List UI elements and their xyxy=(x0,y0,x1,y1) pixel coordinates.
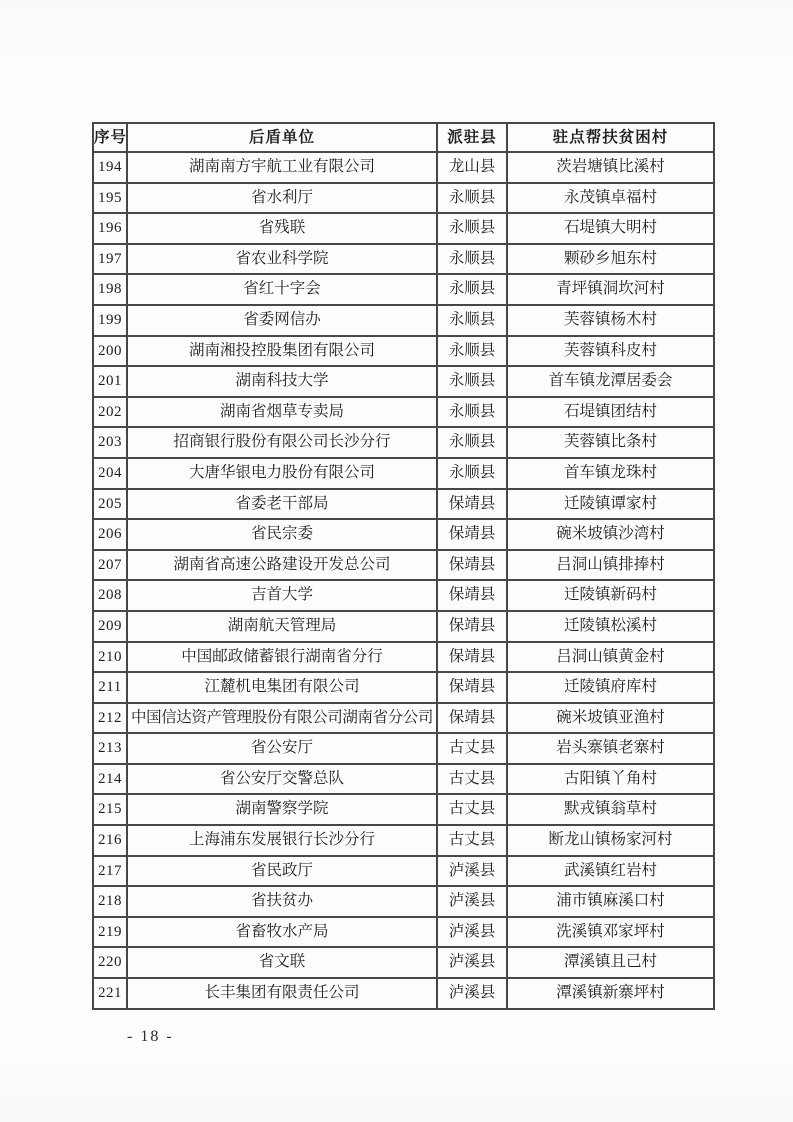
village-cell: 芙蓉镇杨木村 xyxy=(507,305,714,336)
table-row xyxy=(93,366,714,397)
unit-cell: 省民宗委 xyxy=(127,519,437,550)
index-cell: 199 xyxy=(93,305,127,336)
unit-cell: 湖南航天管理局 xyxy=(127,611,437,642)
village-cell: 永茂镇卓福村 xyxy=(507,183,714,214)
county-cell: 永顺县 xyxy=(437,458,507,489)
table-row xyxy=(93,244,714,275)
village-cell: 碗米坡镇亚渔村 xyxy=(507,703,714,734)
index-cell: 197 xyxy=(93,244,127,275)
village-cell: 青坪镇洞坎河村 xyxy=(507,274,714,305)
unit-cell: 省公安厅 xyxy=(127,733,437,764)
unit-cell: 省红十字会 xyxy=(127,274,437,305)
table-row xyxy=(93,794,714,825)
unit-cell: 湖南南方宇航工业有限公司 xyxy=(127,152,437,183)
village-cell: 吕洞山镇黄金村 xyxy=(507,642,714,673)
unit-cell: 省畜牧水产局 xyxy=(127,917,437,948)
county-cell: 保靖县 xyxy=(437,519,507,550)
index-cell: 208 xyxy=(93,580,127,611)
table-row xyxy=(93,183,714,214)
index-cell: 194 xyxy=(93,152,127,183)
village-cell: 首车镇龙珠村 xyxy=(507,458,714,489)
table-row xyxy=(93,397,714,428)
unit-cell: 省公安厅交警总队 xyxy=(127,764,437,795)
village-cell: 芙蓉镇比条村 xyxy=(507,427,714,458)
county-cell: 永顺县 xyxy=(437,274,507,305)
index-cell: 201 xyxy=(93,366,127,397)
index-cell: 204 xyxy=(93,458,127,489)
village-cell: 浦市镇麻溪口村 xyxy=(507,886,714,917)
index-cell: 203 xyxy=(93,427,127,458)
unit-cell: 招商银行股份有限公司长沙分行 xyxy=(127,427,437,458)
table-header-row xyxy=(93,123,714,152)
unit-cell: 湖南省烟草专卖局 xyxy=(127,397,437,428)
village-cell: 首车镇龙潭居委会 xyxy=(507,366,714,397)
index-cell: 196 xyxy=(93,213,127,244)
county-cell: 泸溪县 xyxy=(437,886,507,917)
county-cell: 保靖县 xyxy=(437,642,507,673)
index-cell: 210 xyxy=(93,642,127,673)
county-cell: 永顺县 xyxy=(437,366,507,397)
table-row xyxy=(93,856,714,887)
village-cell: 洗溪镇邓家坪村 xyxy=(507,917,714,948)
village-cell: 古阳镇丫角村 xyxy=(507,764,714,795)
county-cell: 永顺县 xyxy=(437,213,507,244)
table-row xyxy=(93,580,714,611)
table-row xyxy=(93,611,714,642)
index-cell: 219 xyxy=(93,917,127,948)
village-cell: 潭溪镇新寨坪村 xyxy=(507,978,714,1009)
index-cell: 214 xyxy=(93,764,127,795)
county-cell: 龙山县 xyxy=(437,152,507,183)
col-header-county: 派驻县 xyxy=(437,123,507,152)
unit-cell: 江麓机电集团有限公司 xyxy=(127,672,437,703)
assistance-table xyxy=(92,122,715,1010)
village-cell: 迁陵镇松溪村 xyxy=(507,611,714,642)
index-cell: 195 xyxy=(93,183,127,214)
page-number: - 18 - xyxy=(127,1028,174,1045)
unit-cell: 省文联 xyxy=(127,947,437,978)
county-cell: 永顺县 xyxy=(437,427,507,458)
index-cell: 215 xyxy=(93,794,127,825)
village-cell: 迁陵镇府库村 xyxy=(507,672,714,703)
county-cell: 保靖县 xyxy=(437,611,507,642)
unit-cell: 省委老干部局 xyxy=(127,489,437,520)
index-cell: 213 xyxy=(93,733,127,764)
index-cell: 221 xyxy=(93,978,127,1009)
index-cell: 202 xyxy=(93,397,127,428)
village-cell: 石堤镇大明村 xyxy=(507,213,714,244)
village-cell: 岩头寨镇老寨村 xyxy=(507,733,714,764)
unit-cell: 湖南科技大学 xyxy=(127,366,437,397)
village-cell: 潭溪镇且己村 xyxy=(507,947,714,978)
county-cell: 古丈县 xyxy=(437,733,507,764)
table-row xyxy=(93,458,714,489)
table-row xyxy=(93,336,714,367)
table-row xyxy=(93,917,714,948)
county-cell: 永顺县 xyxy=(437,336,507,367)
county-cell: 永顺县 xyxy=(437,244,507,275)
village-cell: 茨岩塘镇比溪村 xyxy=(507,152,714,183)
table-row xyxy=(93,550,714,581)
unit-cell: 中国信达资产管理股份有限公司湖南省分公司 xyxy=(127,703,437,734)
county-cell: 泸溪县 xyxy=(437,978,507,1009)
index-cell: 216 xyxy=(93,825,127,856)
village-cell: 默戎镇翁草村 xyxy=(507,794,714,825)
unit-cell: 省委网信办 xyxy=(127,305,437,336)
county-cell: 保靖县 xyxy=(437,672,507,703)
village-cell: 断龙山镇杨家河村 xyxy=(507,825,714,856)
table-row xyxy=(93,886,714,917)
table-row xyxy=(93,733,714,764)
col-header-village: 驻点帮扶贫困村 xyxy=(507,123,714,152)
county-cell: 保靖县 xyxy=(437,550,507,581)
table-body xyxy=(93,152,714,1009)
unit-cell: 省水利厅 xyxy=(127,183,437,214)
unit-cell: 大唐华银电力股份有限公司 xyxy=(127,458,437,489)
table-row xyxy=(93,213,714,244)
unit-cell: 长丰集团有限责任公司 xyxy=(127,978,437,1009)
county-cell: 永顺县 xyxy=(437,305,507,336)
village-cell: 迁陵镇谭家村 xyxy=(507,489,714,520)
county-cell: 泸溪县 xyxy=(437,917,507,948)
county-cell: 古丈县 xyxy=(437,764,507,795)
unit-cell: 省民政厅 xyxy=(127,856,437,887)
village-cell: 石堤镇团结村 xyxy=(507,397,714,428)
index-cell: 200 xyxy=(93,336,127,367)
county-cell: 古丈县 xyxy=(437,825,507,856)
index-cell: 198 xyxy=(93,274,127,305)
county-cell: 保靖县 xyxy=(437,580,507,611)
county-cell: 泸溪县 xyxy=(437,947,507,978)
county-cell: 保靖县 xyxy=(437,489,507,520)
unit-cell: 中国邮政储蓄银行湖南省分行 xyxy=(127,642,437,673)
village-cell: 芙蓉镇科皮村 xyxy=(507,336,714,367)
unit-cell: 湖南湘投控股集团有限公司 xyxy=(127,336,437,367)
index-cell: 205 xyxy=(93,489,127,520)
table-row xyxy=(93,427,714,458)
county-cell: 古丈县 xyxy=(437,794,507,825)
index-cell: 211 xyxy=(93,672,127,703)
index-cell: 217 xyxy=(93,856,127,887)
index-cell: 209 xyxy=(93,611,127,642)
table-row xyxy=(93,305,714,336)
county-cell: 保靖县 xyxy=(437,703,507,734)
table-row xyxy=(93,947,714,978)
index-cell: 206 xyxy=(93,519,127,550)
village-cell: 迁陵镇新码村 xyxy=(507,580,714,611)
unit-cell: 吉首大学 xyxy=(127,580,437,611)
index-cell: 212 xyxy=(93,703,127,734)
village-cell: 颗砂乡旭东村 xyxy=(507,244,714,275)
index-cell: 220 xyxy=(93,947,127,978)
unit-cell: 省农业科学院 xyxy=(127,244,437,275)
village-cell: 碗米坡镇沙湾村 xyxy=(507,519,714,550)
table-row xyxy=(93,703,714,734)
village-cell: 吕洞山镇排捧村 xyxy=(507,550,714,581)
table-row xyxy=(93,764,714,795)
county-cell: 泸溪县 xyxy=(437,856,507,887)
table-row xyxy=(93,519,714,550)
table-row xyxy=(93,978,714,1009)
col-header-index: 序号 xyxy=(93,123,127,152)
unit-cell: 湖南警察学院 xyxy=(127,794,437,825)
index-cell: 207 xyxy=(93,550,127,581)
unit-cell: 湖南省高速公路建设开发总公司 xyxy=(127,550,437,581)
unit-cell: 省残联 xyxy=(127,213,437,244)
village-cell: 武溪镇红岩村 xyxy=(507,856,714,887)
index-cell: 218 xyxy=(93,886,127,917)
col-header-unit: 后盾单位 xyxy=(127,123,437,152)
unit-cell: 上海浦东发展银行长沙分行 xyxy=(127,825,437,856)
table-row xyxy=(93,489,714,520)
county-cell: 永顺县 xyxy=(437,183,507,214)
table-row xyxy=(93,825,714,856)
unit-cell: 省扶贫办 xyxy=(127,886,437,917)
county-cell: 永顺县 xyxy=(437,397,507,428)
table-row xyxy=(93,274,714,305)
table-row xyxy=(93,672,714,703)
table-row xyxy=(93,152,714,183)
table-row xyxy=(93,642,714,673)
